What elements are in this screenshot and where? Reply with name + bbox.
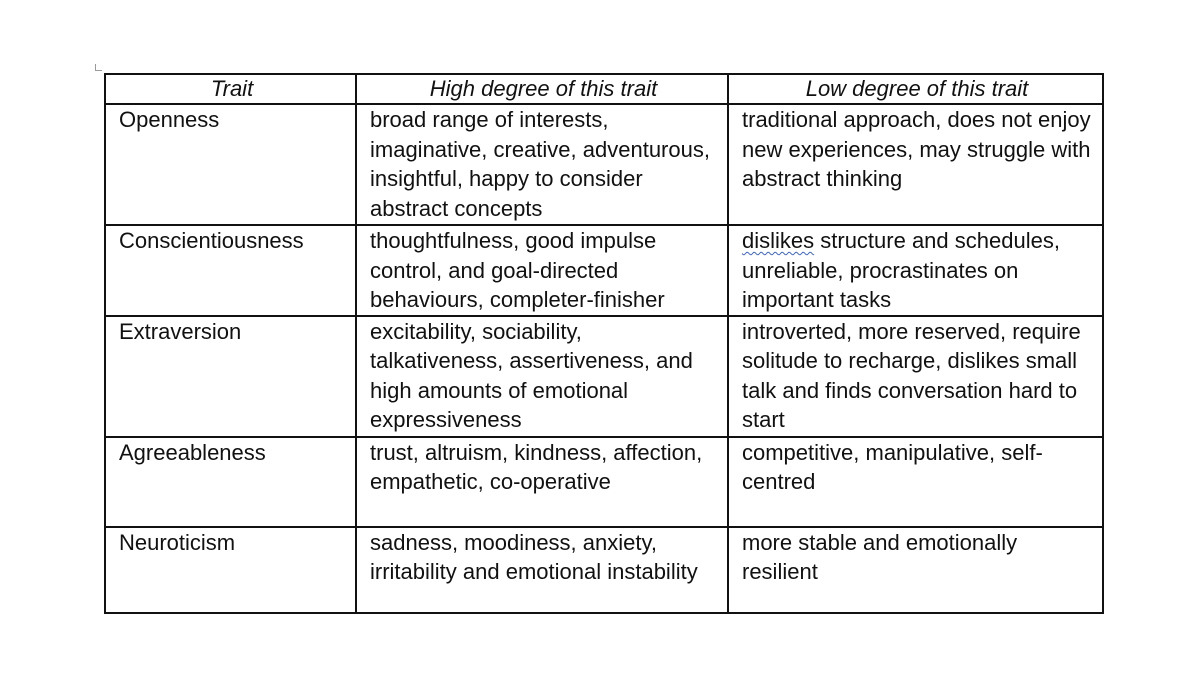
header-low-degree[interactable]: Low degree of this trait (728, 74, 1103, 104)
high-degree-cell[interactable]: thoughtfulness, good impulse control, and goal-directed behaviours, completer-finisher (356, 225, 728, 316)
low-degree-cell[interactable] (728, 225, 1103, 316)
personality-traits-table (104, 73, 1104, 614)
trait-cell[interactable]: Extraversion (105, 316, 356, 437)
low-degree-cell[interactable]: traditional approach, does not enjoy new experiences, may struggle with abstract thinking (728, 104, 1103, 225)
table-row-openness (105, 104, 1103, 225)
table-row-conscientiousness (105, 225, 1103, 316)
trait-cell[interactable]: Openness (105, 104, 356, 225)
high-degree-cell[interactable]: sadness, moodiness, anxiety, irritability and emotional instability (356, 527, 728, 613)
high-degree-cell[interactable]: trust, altruism, kindness, affection, empathetic, co-operative (356, 437, 728, 527)
header-trait[interactable]: Trait (105, 74, 356, 104)
low-degree-cell[interactable]: competitive, manipulative, self-centred (728, 437, 1103, 527)
trait-cell[interactable]: Agreeableness (105, 437, 356, 527)
header-high-degree[interactable]: High degree of this trait (356, 74, 728, 104)
spellcheck-flagged-word[interactable]: dislikes (742, 228, 815, 253)
trait-cell[interactable]: Conscientiousness (105, 225, 356, 316)
table-move-handle[interactable] (95, 64, 102, 71)
low-degree-cell[interactable]: more stable and emotionally resilient (728, 527, 1103, 613)
header-row (105, 74, 1103, 104)
high-degree-cell[interactable]: excitability, sociability, talkativeness, assertiveness, and high amounts of emotional expressiveness (356, 316, 728, 437)
low-degree-cell[interactable]: introverted, more reserved, require solitude to recharge, dislikes small talk and finds conversation hard to start (728, 316, 1103, 437)
low-degree-text: structure and schedules, unreliable, procrastinates on important tasks (742, 228, 1060, 312)
table-row-neuroticism (105, 527, 1103, 613)
table-row-agreeableness (105, 437, 1103, 527)
high-degree-cell[interactable]: broad range of interests, imaginative, creative, adventurous, insightful, happy to consider abstract concepts (356, 104, 728, 225)
table-row-extraversion (105, 316, 1103, 437)
trait-cell[interactable]: Neuroticism (105, 527, 356, 613)
